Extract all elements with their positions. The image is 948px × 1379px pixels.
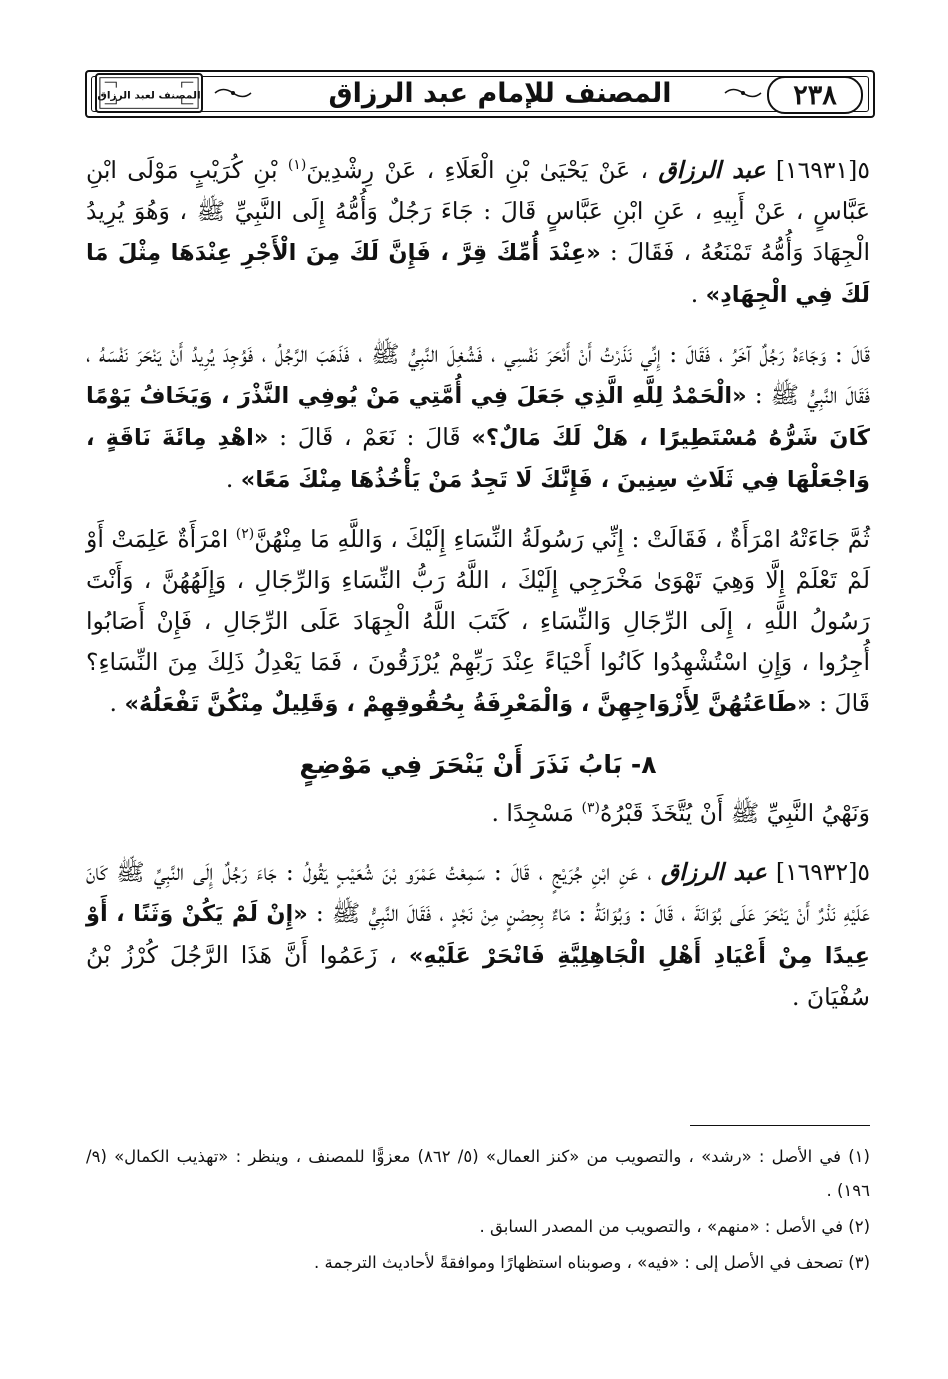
subtitle-text: وَنَهْيُ النَّبِيِّ ﷺ أَنْ يُتَّخَذَ قَبْرُهُ <box>599 799 870 827</box>
narrative-text: قَالَ : وَجَاءَهُ رَجُلٌ آخَرُ ، فَقَالَ : إِنِّي نَذَرْتُ أَنْ أَنْحَرَ نَفْسِي ، فَشُغِلَ النَّبِيُّ ﷺ ، فَذَهَبَ الرَّجُلُ ، فَوُجِدَ يُرِيدُ أَنْ يَنْحَرَ نَفْسَهُ ، فَقَالَ النَّبِيُّ ﷺ : <box>86 340 870 409</box>
footnotes <box>86 1140 870 1282</box>
footnote-divider <box>690 1125 870 1126</box>
hadith-author: عبد الرزاق <box>658 156 766 184</box>
main-text <box>86 150 870 1036</box>
sentence-end: . <box>225 465 234 493</box>
book-title: المصنف للإمام عبد الرزاق <box>328 77 672 109</box>
prophetic-quote: «الْحَمْدُ لِلَّهِ الَّذِي جَعَلَ فِي أُمَّتِي مَنْ يُوفِي النَّذْرَ ، وَيَخَافُ يَوْمًا كَانَ شَرُّهُ مُسْتَطِيرًا ، هَلْ لَكَ مَالٌ؟» <box>86 383 870 451</box>
hadith-16932-paragraph <box>86 852 870 1018</box>
subtitle-text: مَسْجِدًا . <box>491 799 574 827</box>
ornament-right-icon <box>723 86 763 100</box>
page-number: ٢٣٨ <box>767 76 863 114</box>
sentence-end: . <box>690 280 699 308</box>
prophetic-quote: «اهْدِ مِائَةَ نَاقَةٍ ، وَاجْعَلْهَا فِي ثَلَاثِ سِنِينَ ، فَإِنَّكَ لَا تَجِدُ مَنْ يَأْخُذُهَا مِنْكَ مَعًا» <box>86 425 870 493</box>
hadith-16931-paragraph-2 <box>86 334 870 501</box>
isnad-text: ، عَنْ يَحْيَىٰ بْنِ الْعَلَاءِ ، عَنْ رِشْدِينَ <box>306 156 649 184</box>
prophetic-quote: «إِنْ لَمْ يَكُنْ وَثَنًا ، أَوْ عِيدًا مِنْ أَعْيَادِ أَهْلِ الْجَاهِلِيَّةِ فَانْحَرْ عَلَيْهِ» <box>86 901 870 969</box>
book-emblem-icon <box>95 73 203 113</box>
footnote-ref: (٣) <box>581 800 600 817</box>
hadith-number: ٥[١٦٩٣١] <box>775 156 870 184</box>
narrative-text: امْرَأَةٌ عَلِمَتْ أَوْ لَمْ تَعْلَمْ إِلَّا وَهِيَ تَهْوَىٰ مَخْرَجِي إِلَيْكَ ، اللَّهُ رَبُّ النِّسَاءِ وَالرِّجَالِ ، وَإِلَهُهُنَّ ، وَأَنْتَ رَسُولُ اللَّهِ ، إِلَى الرِّجَالِ وَالنِّسَاءِ ، كَتَبَ اللَّهُ الْجِهَادَ عَلَى الرِّجَالِ ، فَإِنْ أَصَابُوا أُجِرُوا ، وَإِنِ اسْتُشْهِدُوا كَانُوا أَحْيَاءً عِنْدَ رَبِّهِمْ يُرْزَقُونَ ، فَمَا يَعْدِلُ ذَلِكَ مِنَ النِّسَاءِ؟ قَالَ : <box>86 525 870 717</box>
narrative-text: ، عَنِ ابْنِ جُرَيْجٍ ، قَالَ : سَمِعْتُ عَمْرَو بْنَ شُعَيْبٍ يَقُولُ : جَاءَ رَجُلٌ إِلَى النَّبِيِّ ﷺ كَانَ عَلَيْهِ نَذْرٌ أَنْ يَنْحَرَ عَلَى بُوَانَةَ ، قَالَ : وَبُوَانَةُ : مَاءٌ بِحِصْنٍ مِنْ نَجْدٍ ، فَقَالَ النَّبِيُّ ﷺ : <box>86 858 870 927</box>
sentence-end: . <box>109 689 118 717</box>
hadith-number: ٥[١٦٩٣٢] <box>775 858 870 886</box>
chapter-subtitle <box>86 793 870 834</box>
narrative-text: ثُمَّ جَاءَتْهُ امْرَأَةٌ ، فَقَالَتْ : إِنِّي رَسُولَةُ النِّسَاءِ إِلَيْكَ ، وَاللَّهِ مَا مِنْهُنَّ <box>254 525 870 553</box>
hadith-16931-paragraph-3 <box>86 519 870 725</box>
narrative-text: قَالَ : نَعَمْ ، قَالَ : <box>279 423 461 451</box>
chapter-heading: ٨- بَابُ نَذَرَ أَنْ يَنْحَرَ فِي مَوْضِعٍ <box>299 750 657 779</box>
prophetic-quote: «عِنْدَ أُمِّكَ قِرَّ ، فَإِنَّ لَكَ مِنَ الْأَجْرِ عِنْدَهَا مِثْلَ مَا لَكَ فِي الْجِهَادِ» <box>86 240 870 308</box>
footnote-2: (٢) في الأصل : «منهم» ، والتصويب من المصدر السابق . <box>479 1217 870 1236</box>
page-header <box>85 70 875 118</box>
emblem-label: المصنف لعبد الرزاق <box>97 89 201 102</box>
hadith-16931-paragraph-1 <box>86 150 870 316</box>
narrative-text: ، زَعَمُوا أَنَّ هَذَا الرَّجُلَ كُرْزُ بْنُ سُفْيَانَ . <box>86 941 870 1011</box>
footnote-ref: (٢) <box>235 526 255 543</box>
footnote-ref: (١) <box>287 157 307 174</box>
footnote-3: (٣) تصحف في الأصل إلى : «فيه» ، وصوبناه استظهارًا وموافقةً لأحاديث الترجمة . <box>313 1253 870 1272</box>
footnote-1: (١) في الأصل : «رشد» ، والتصويب من «كنز العمال» (٥/ ٨٦٢) معزوًّا للمصنف ، وينظر : «تهذيب الكمال» (٩/ ١٩٦) . <box>86 1147 870 1200</box>
ornament-left-icon <box>213 86 253 100</box>
prophetic-quote: «طَاعَتُهُنَّ لِأَزْوَاجِهِنَّ ، وَالْمَعْرِفَةُ بِحُقُوقِهِمْ ، وَقَلِيلٌ مِنْكُنَّ تَفْعَلُهُ» <box>124 691 812 717</box>
hadith-author: عبد الرزاق <box>660 858 767 886</box>
isnad-text: بْنِ كُرَيْبٍ مَوْلَى ابْنِ عَبَّاسٍ ، عَنْ أَبِيهِ ، عَنِ ابْنِ عَبَّاسٍ قَالَ : جَاءَ رَجُلٌ وَأُمُّهُ إِلَى النَّبِيِّ ﷺ ، وَهُوَ يُرِيدُ الْجِهَادَ وَأُمُّهُ تَمْنَعُهُ ، فَقَالَ : <box>86 156 870 266</box>
